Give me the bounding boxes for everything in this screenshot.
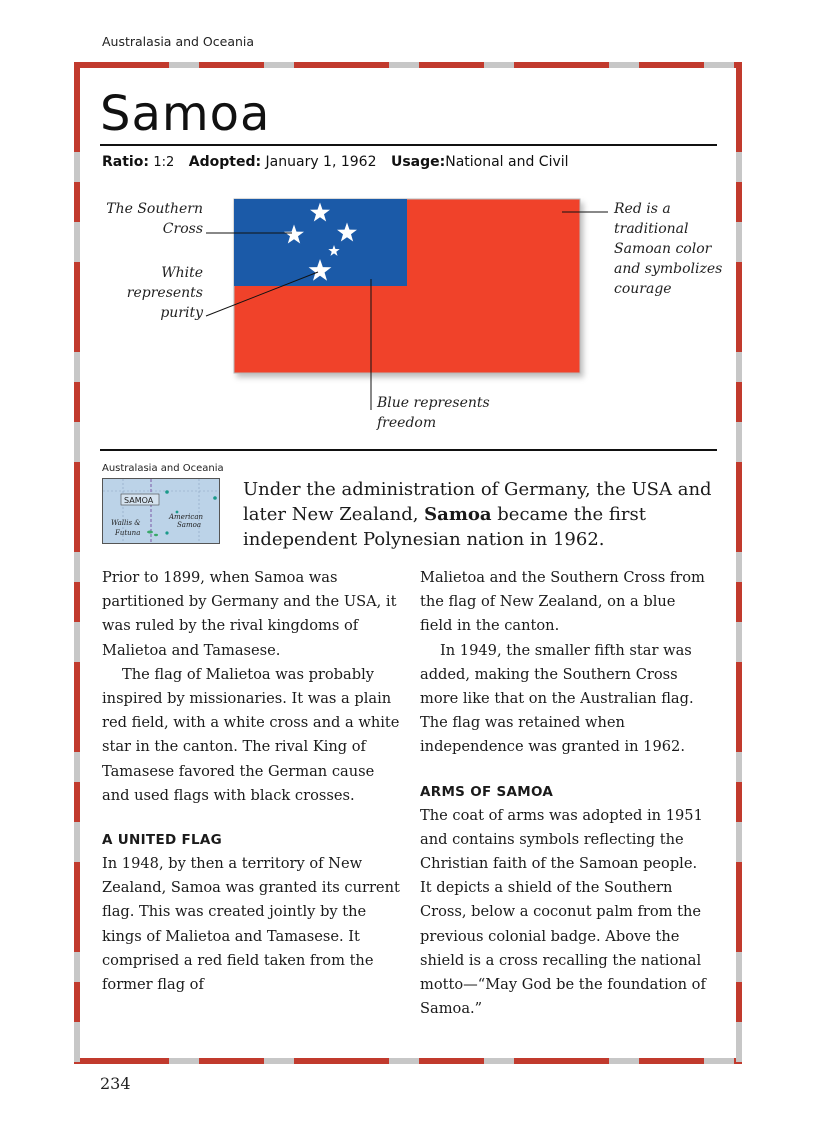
paragraph: Prior to 1899, when Samoa was partitioned by Germany and the USA, it was ruled by the rival kingdoms of Malietoa and Tamasese. — [102, 569, 397, 659]
section-rule — [100, 449, 717, 451]
running-head: Australasia and Oceania — [102, 34, 255, 49]
paragraph: The flag of Malietoa was probably inspired by missionaries. It was a plain red field, with a white cross and a white star in the canton. The rival King of Tamasese favored the German cause and used flags with black crosses. — [102, 665, 400, 804]
ratio-label: Ratio: — [102, 154, 149, 170]
lead-paragraph — [243, 477, 713, 552]
map-label-futuna: Futuna — [115, 529, 141, 537]
annotation-line: Samoan color — [614, 241, 712, 257]
annotation-line: and symbolizes — [614, 261, 723, 277]
usage-value: National and Civil — [445, 154, 569, 170]
paragraph: In 1949, the smaller fifth star was added, making the Southern Cross more like that on the Australian flag. The flag was retained when independence was granted in 1962. — [420, 641, 694, 756]
annotation-line: represents — [126, 285, 203, 301]
ratio-value: 1:2 — [153, 155, 175, 170]
lead-bold-country: Samoa — [424, 504, 492, 525]
flag-illustration — [0, 0, 816, 450]
adopted-label: Adopted: — [188, 154, 262, 170]
annotation-line: purity — [160, 305, 203, 321]
paragraph: The coat of arms was adopted in 1951 and contains symbols reflecting the Christian faith of the Samoan people. It depicts a shield of the Southern Cross, below a coconut palm from the previous colonial badge. Above the shield is a cross recalling the national motto—“May God be the foundation of Samoa.” — [420, 806, 706, 1018]
paragraph: Malietoa and the Southern Cross from the flag of New Zealand, on a blue field in the canton. — [420, 569, 705, 635]
annotation-southern-cross — [96, 199, 203, 239]
paragraph: In 1948, by then a territory of New Zealand, Samoa was granted its current flag. This was created jointly by the kings of Malietoa and Tamasese. It comprised a red field taken from the former flag of — [102, 855, 400, 994]
usage-label: Usage: — [390, 154, 446, 170]
body-column-left — [102, 566, 402, 997]
map-label-samoa: SAMOA — [124, 496, 154, 505]
annotation-line: The Southern — [106, 201, 203, 217]
annotation-white — [96, 263, 203, 323]
locator-map — [102, 478, 220, 544]
map-label-wallis: Wallis & — [111, 519, 141, 527]
annotation-line: Blue represents — [377, 395, 490, 411]
annotation-line: Red is a — [614, 201, 671, 217]
annotation-line: White — [161, 265, 203, 281]
annotation-blue — [377, 393, 517, 433]
page-number: 234 — [100, 1074, 131, 1093]
annotation-line: traditional — [614, 221, 689, 237]
page-title: Samoa — [100, 86, 271, 142]
lead-text-end: became the first independent Polynesian nation in 1962. — [243, 504, 646, 550]
annotation-line: courage — [614, 281, 672, 297]
subheading-arms: ARMS OF SAMOA — [420, 783, 554, 800]
map-section-label: Australasia and Oceania — [102, 463, 224, 474]
lead-text: Under the administration of Germany, the USA and later New Zealand, — [243, 479, 712, 525]
annotation-line: freedom — [377, 415, 437, 431]
body-column-right — [420, 566, 712, 1021]
annotation-line: Cross — [162, 221, 203, 237]
frame-bottom-border — [74, 1058, 742, 1064]
subheading-united-flag: A UNITED FLAG — [102, 832, 223, 849]
annotation-red — [614, 199, 734, 299]
map-label-american: American — [169, 513, 204, 521]
map-label-american-samoa: Samoa — [177, 521, 201, 529]
adopted-value: January 1, 1962 — [265, 154, 377, 170]
map-graphic — [103, 479, 219, 543]
